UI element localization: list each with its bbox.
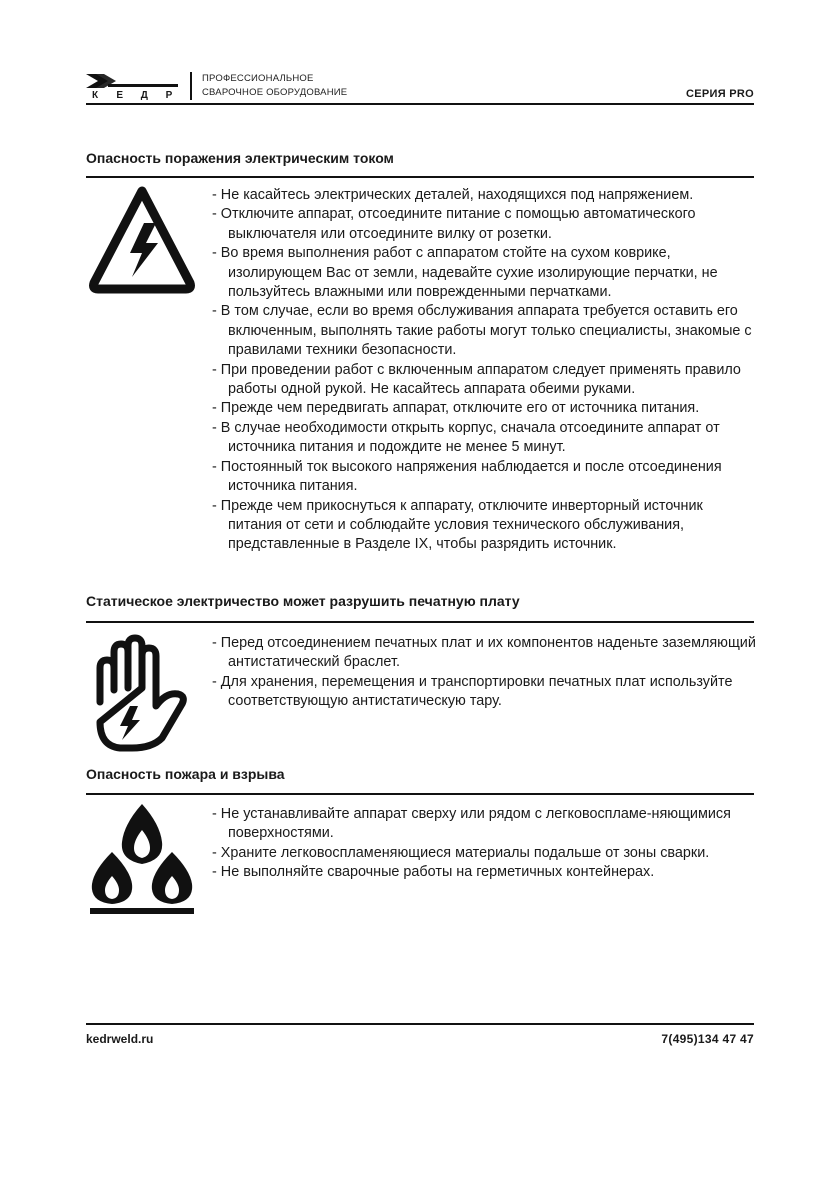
section-title-electric: Опасность поражения электрическим током [86,150,394,166]
list-item: - Постоянный ток высокого напряжения наблюдается и после отсоединения источника питания. [212,458,760,497]
logo-letters [86,90,178,102]
logo-letter: Д [140,90,148,101]
series-label: СЕРИЯ PRO [685,88,754,100]
tagline-line-1: ПРОФЕССИОНАЛЬНОЕ [202,73,314,84]
list-item: - В случае необходимости открыть корпус, сначала отсоедините аппарат от источника питания и подождите не менее 5 минут. [212,419,760,458]
list-item: - Во время выполнения работ с аппаратом стойте на сухом коврике, изолирующем Вас от земли, надевайте сухие изолирующие перчатки, не пользуйтесь влажными или поврежденными перчатками. [212,244,760,302]
kedr-logo-mark-icon [86,74,178,90]
electric-shock-icon [86,183,198,304]
list-item: - Не касайтесь электрических деталей, находящихся под напряжением. [212,186,760,205]
footer-phone: 7(495)134 47 47 [661,1032,754,1046]
kedr-logo [86,74,178,102]
logo-letter: К [91,90,99,101]
footer-divider [86,1023,754,1025]
static-hand-icon [86,632,198,757]
logo-letter: Р [165,90,173,101]
logo-letter: Е [116,90,123,101]
footer-website: kedrweld.ru [86,1032,154,1046]
list-item: - Храните легковоспламеняющиеся материалы подальше от зоны сварки. [212,844,760,863]
list-item: - Отключите аппарат, отсоедините питание с помощью автоматического выключателя или отсоедините вилку от розетки. [212,205,760,244]
tagline-line-2: СВАРОЧНОЕ ОБОРУДОВАНИЕ [202,87,348,98]
list-item: - Прежде чем прикоснуться к аппарату, отключите инверторный источник питания от сети и соблюдайте условия технического обслуживания, представленные в Разделе IX, чтобы разрядить источник. [212,497,760,555]
section-divider [86,793,754,795]
logo-separator [190,72,192,100]
tagline [202,72,347,100]
electric-safety-list [212,186,760,555]
list-item: - Перед отсоединением печатных плат и их компонентов наденьте заземляющий антистатический браслет. [212,634,760,673]
list-item: - При проведении работ с включенным аппаратом следует применять правило работы одной рукой. Не касайтесь аппарата обеими руками. [212,361,760,400]
header-divider [86,103,754,105]
section-title-fire: Опасность пожара и взрыва [86,766,285,782]
list-item: - Прежде чем передвигать аппарат, отключите его от источника питания. [212,399,760,418]
section-title-static: Статическое электричество может разрушить печатную плату [86,593,520,609]
list-item: - Не устанавливайте аппарат сверху или рядом с легковоспламе-няющимися поверхностями. [212,805,760,844]
section-divider [86,621,754,623]
section-divider [86,176,754,178]
list-item: - Не выполняйте сварочные работы на герметичных контейнерах. [212,863,760,882]
list-item: - Для хранения, перемещения и транспортировки печатных плат используйте соответствующую антистатическую тару. [212,673,760,712]
list-item: - В том случае, если во время обслуживания аппарата требуется оставить его включенным, выполнять такие работы могут только специалисты, знакомые с правилами техники безопасности. [212,302,760,360]
fire-safety-list [212,805,760,883]
fire-icon [86,802,198,923]
static-safety-list [212,634,760,712]
page-header [86,70,754,104]
